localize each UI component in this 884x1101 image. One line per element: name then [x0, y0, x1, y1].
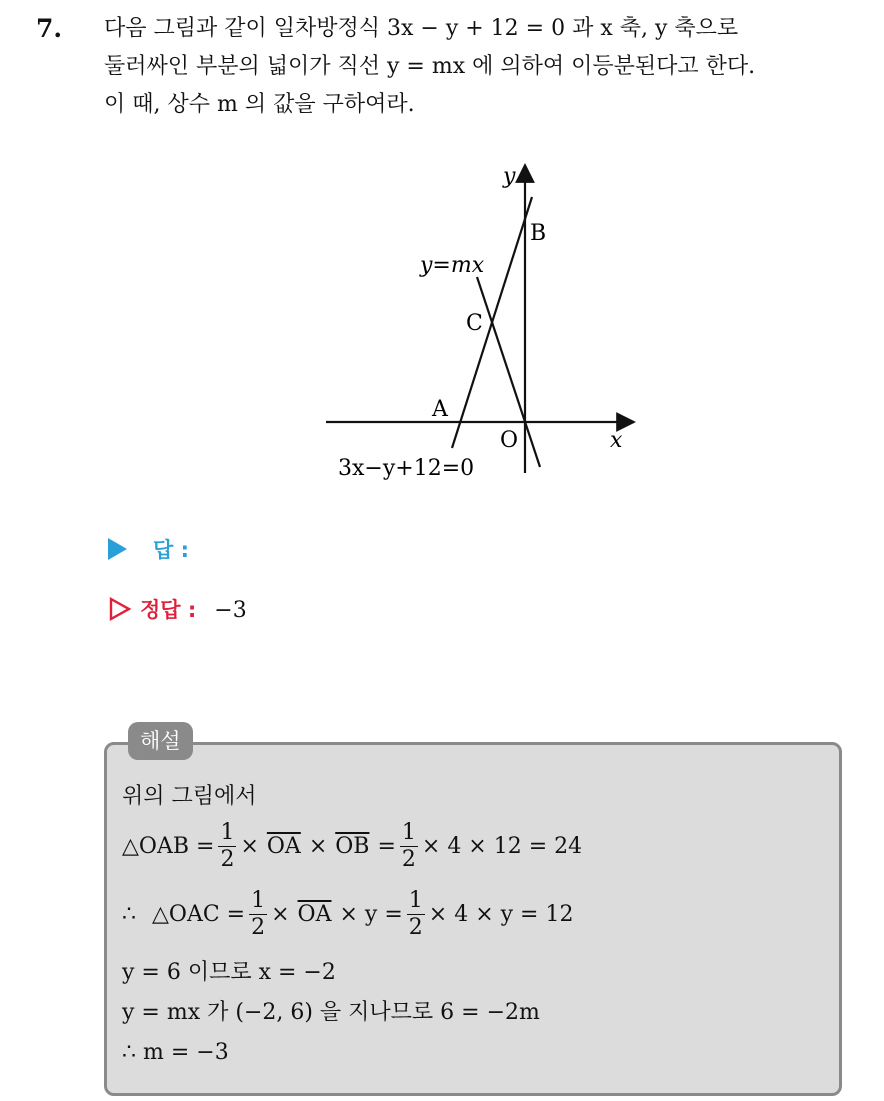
line-mx-label: y=mx — [420, 253, 485, 278]
point-c-label: C — [466, 311, 483, 336]
graph-diagram — [320, 155, 650, 490]
line-eq-label: 3x−y+12=0 — [338, 456, 475, 481]
fraction: $\frac{1}{2}$ — [251, 888, 266, 940]
solution-line-1-rest: × 4 × 12 = 24 — [421, 834, 583, 859]
fraction: $\frac{1}{2}$ — [401, 820, 416, 872]
question-text-line-3: 이 때, 상수 m 의 값을 구하여라. — [104, 92, 415, 117]
solution-line-2-mid: × y = — [339, 902, 403, 927]
segment-ob: $\overline{OB}$ — [335, 834, 370, 859]
point-a-label: A — [432, 397, 448, 422]
solution-line-1-lhs: △OAB = — [122, 834, 215, 859]
solution-line-2-lhs: △OAC = — [152, 902, 246, 927]
point-b-label: B — [530, 221, 547, 246]
correct-answer-value: −3 — [214, 598, 247, 623]
therefore-sign: ∴ — [122, 902, 136, 927]
correct-answer-label: 정답 : — [140, 598, 197, 622]
correct-answer-row — [108, 594, 247, 624]
question-number: 7. — [36, 14, 63, 43]
answer-row — [108, 534, 207, 564]
question-text-line-2: 둘러싸인 부분의 넓이가 직선 y = mx 에 의하여 이등분된다고 한다. — [104, 54, 756, 79]
y-axis-label: y — [503, 164, 516, 189]
times-sign: × — [240, 834, 259, 859]
solution-line-5: ∴ m = −3 — [122, 1040, 229, 1065]
solution-line-3: y = 6 이므로 x = −2 — [122, 960, 336, 985]
answer-label: 답 : — [153, 538, 189, 562]
fraction: $\frac{1}{2}$ — [220, 820, 235, 872]
solution-line-2 — [122, 890, 573, 939]
solution-intro: 위의 그림에서 — [122, 784, 257, 809]
x-axis-label: x — [610, 428, 623, 453]
solution-tag: 해설 — [128, 722, 193, 760]
equals-sign: = — [377, 834, 396, 859]
segment-oa: $\overline{OA}$ — [266, 834, 301, 859]
fraction: $\frac{1}{2}$ — [408, 888, 423, 940]
outline-triangle-icon — [108, 597, 132, 621]
question-text-line-1: 다음 그림과 같이 일차방정식 3x − y + 12 = 0 과 x 축, y 축으로 — [104, 16, 739, 41]
solution-line-4: y = mx 가 (−2, 6) 을 지나므로 6 = −2m — [122, 1000, 540, 1025]
times-sign: × — [308, 834, 328, 859]
solution-line-2-rest: × 4 × y = 12 — [428, 902, 574, 927]
times-sign: × — [271, 902, 290, 927]
origin-label: O — [500, 428, 519, 453]
filled-triangle-icon — [108, 538, 127, 560]
segment-oa: $\overline{OA}$ — [297, 902, 332, 927]
solution-line-1 — [122, 822, 582, 871]
